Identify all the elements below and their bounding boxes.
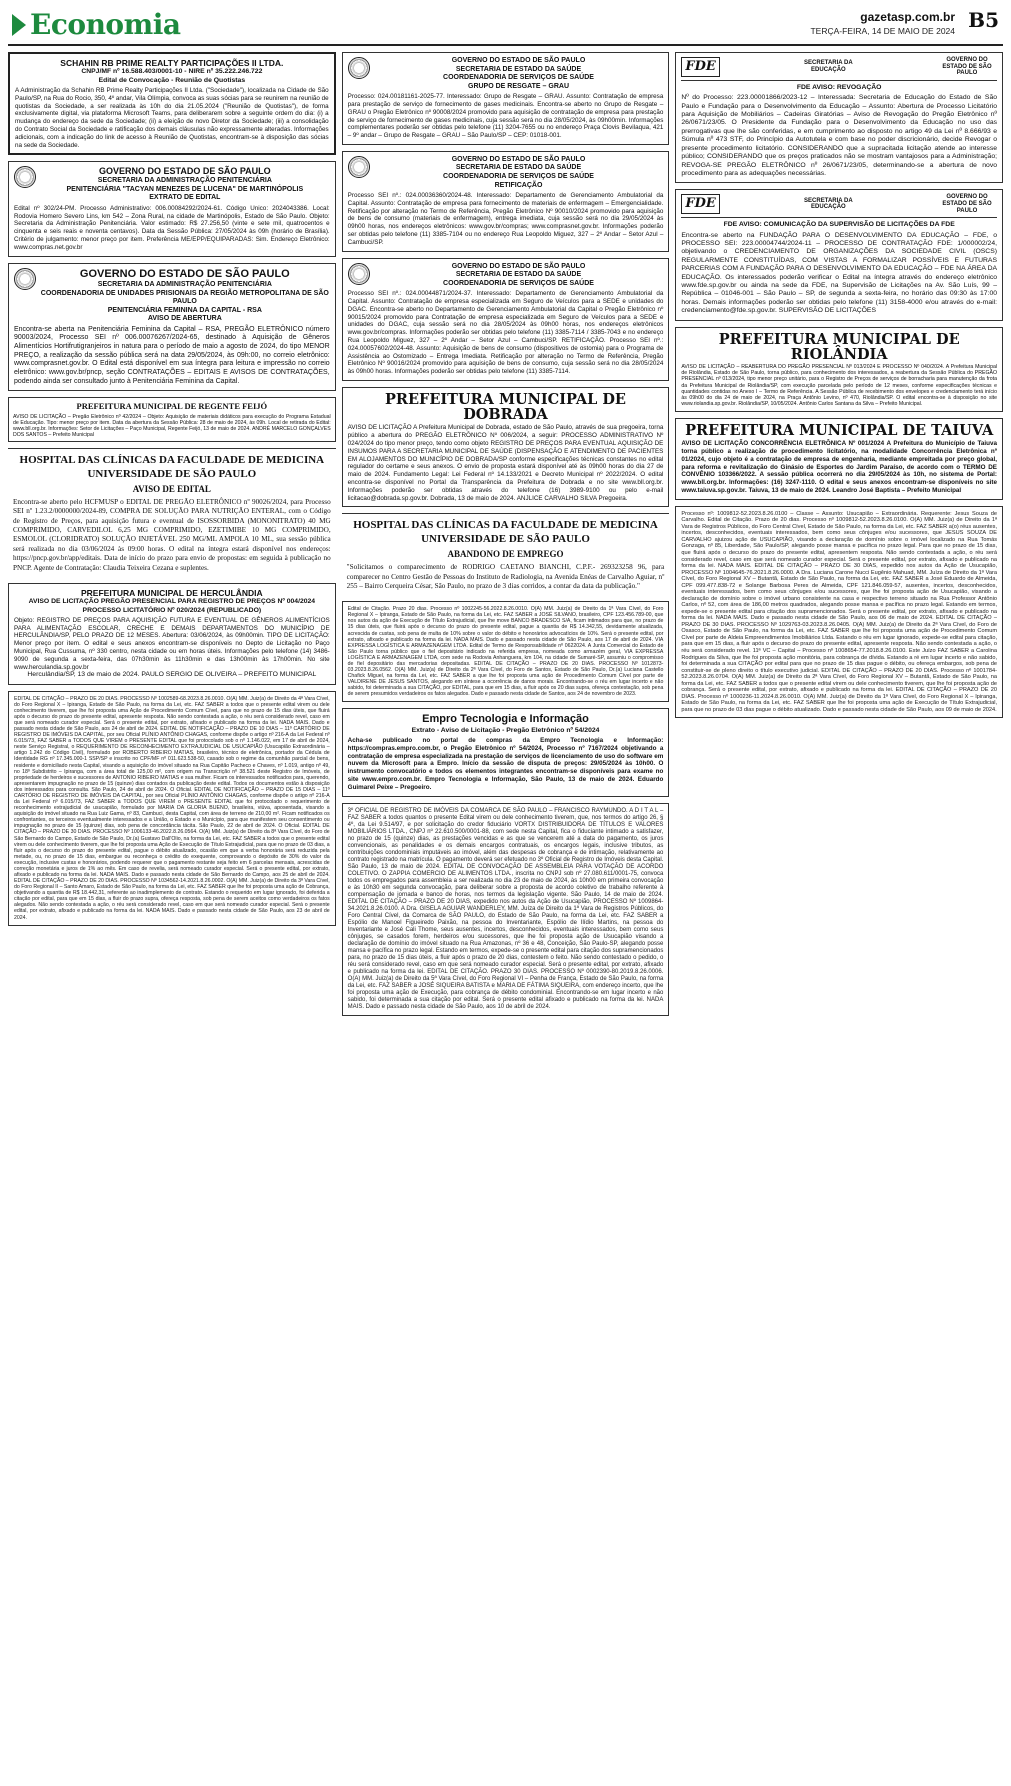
- notice-hc-edital: [8, 448, 336, 577]
- notice-body: AVISO DE LICITAÇÃO – Pregão Eletrônico nº 42/2024 – Objeto: Aquisição de materiais didáticos para execução do Programa Estadual de Educação. Tipo: menor preço por item. Data da abertura da Sessão Pública: 28 de maio de 2024, às 09h. Local de retirada do Edital: www.bll.org.br. Informações: Setor de Licitações – Paço Municipal, Regente Feijó, 13 de maio de 2024. ANDRÉ MARCELO GONÇALVES DOS SANTOS – Prefeito Municipal: [13, 413, 331, 439]
- notice-subtitle: AVISO DE EDITAL: [132, 484, 211, 495]
- header-line-1: GOVERNO DO ESTADO DE SÃO PAULO: [79, 267, 290, 280]
- notice-body: AVISO DE LICITAÇÃO A Prefeitura Municipal de Dobrada, estado de São Paulo, através de sua pregoeira, torna público a abertura do PREGÃO ELETRÔNICO Nº 006/2024, a seguir: PROCESSO ADMINISTRATIVO Nº 024/2024 do tipo menor preço, tendo como objeto REGISTRO DE PREÇOS PARA EVENTUAL AQUISIÇÃO DE INSUMOS PARA A SECRETARIA MUNICIPAL DE SAÚDE (DISPENSAÇÃO E ATENDIMENTO DE PACIENTES EM ALOJAMENTOS DO MUNICÍPIO DE DOBRADA/SP conforme especificações técnicas constantes no edital regulador do certame e seus anexos. O envio de proposta estará disponível até às 09h00 horas do dia 27 de maio de 2024. Fundamento Legal: Lei Federal nº 14.133/2021 e Decreto Municipal nº 2022/2024. O edital encontra-se disponível no Portal da Transparência da Prefeitura de Dobrada e no site www.bll.org.br. Informações poderão ser obtidas através do telefone (16) 3989-9100 ou pelo e-mail licitacao@dobrada.sp.gov.br. Dobrada, 13 de maio de 2024. ANJLICE CARVALHO SILVA Pregoeira.: [347, 424, 664, 502]
- notice-title: PREFEITURA MUNICIPAL DE TAIUVA: [685, 422, 994, 440]
- notice-body: "Solicitamos o comparecimento de RODRIGO CAETANO BIANCHI, C.P.F.- 269323258 96, para comparecer no Centro Gestão de Pessoas do Instituto de Radiologia, na Avenida Enéas de Carvalho Aguiar, nº 255 – Bairro Cerqueira César, São Paulo, no prazo de 3 dias corridos, a contar da data da publicação.": [346, 563, 665, 590]
- notice-empro: [342, 708, 670, 796]
- section-title: [12, 8, 181, 42]
- notice-body: AVISO DE LICITAÇÃO CONCORRÊNCIA ELETRÔNICA Nº 001/2024 A Prefeitura do Município de Taiuva torna público a realização de procedimento licitatório, na modalidade Concorrência Eletrônica nº 01/2024, cujo objeto é a contratação de empresa de engenharia, mediante empreitada por preço global, para reforma e revitalização do Ginásio de Esportes do Jardim Paraíso, de acordo com o TERMO DE CONVÊNIO 103366/2022. A sessão pública ocorrerá no dia 29/05/2024 às 10h, no sistema de Portal: www.bll.org.br. Informações: (16) 3247-1110. O edital e seus anexos encontram-se disponíveis no site www.taiuva.sp.gov.br. Taiuva, 13 de maio de 2024. Leandro José Baptista – Prefeito Municipal: [681, 440, 998, 495]
- notice-body: Processo SEI nº.: 024.00036360/2024-48. Interessado: Departamento de Gerenciamento Ambulatorial da Capital. Assunto: Contratação de empresa para fornecimento de materiais de enfermagem – Emergencialidade. Retificação por alteração no Termo de Referência, Pregão Eletrônico Nº 90010/2024 promovido para aquisição de bens de consumo (materiais de enfermagem), entrega imediata, cuja sessão será no dia 29/05/2024 às 09h00 horas, nos endereços eletrônicos: www.gov.br/compras; www.comprasnet.gov.br. Informações poderão ser obtidas pelo telefone (11) 3385-7104 ou no endereço Rua Leopoldo Miguez, 327 – 2º Andar – Setor Azul – Cambuci/SP.: [347, 192, 664, 246]
- header-text: [374, 57, 664, 91]
- notice-body: Nº do Processo: 223.00001866/2023-12 – Interessada: Secretaria de Educação do Estado de São Paulo e Fundação para o Desenvolvimento da Educação – Assunto: Abertura de Processo Licitatório para Aquisição de Mobiliários – Cadeiras Giratórias – Aviso de Revogação do Pregão Eletrônico nº 26/0671/23/05. O Presidente da Fundação para o Desenvolvimento da Educação no uso das prerrogativas que lhe são conferidas, e em cumprimento ao disposto no artigo 49 da Lei nº 8.666/93 e Súmula nº 473 STF, do Princípio da Autotutela e com base no poder discricionário, decide Revogar o presente procedimento licitatório. CONSIDERANDO que a supracitada licitação atende ao interesse público; CONSIDERANDO que os preços praticados não se mostram vantajosos para a Administração; REVOGA-SE PREGÃO ELETRÔNICO nº 26/0671/23/05, determinando-se a abertura de novo procedimento para as adequações necessárias.: [681, 94, 998, 177]
- notice-body: Processo: 024.00181161-2025-77. Interessado: Grupo de Resgate – GRAU. Assunto: Contratação de empresa para prestação de serviço de fornecimento de gases medicinais. Encontra-se aberto no Grupo de Resgate – GRAU o Pregão Eletrônico nº 90008/2024 promovido para aquisição de contratação de empresa para prestação de serviço de fornecimento de gases medicinais, cuja sessão será no dia 28/05/2024, às 09h00min. Informações complementares poderão ser obtidas pelo telefone (11) 3204-7655 ou no endereço Praça Clovis Bevilaqua, 421 – 9º andar – Grupo de Resgate – GRAU – São Paulo/SP – CEP: 01018-001.: [347, 93, 664, 140]
- header-line-1: GOVERNO DO ESTADO DE SÃO PAULO: [451, 57, 586, 64]
- header-text: [374, 263, 664, 289]
- notice-body: Encontra-se aberta na Penitenciária Feminina da Capital – RSA, PREGÃO ELETRÔNICO número 90003/2024, Processo SEI nº 006.00076267/2024-65, destinado à Aquisição de Gêneros Alimentícios Hortifrutigranjeiros in natura para o período de maio a agosto de 2024, do tipo MENOR PREÇO, a realização da sessão pública será na data 29/05/2024, às 09h:00, no correio eletrônico: www.comprasnet.gov.br. O Edital está disponível em sua íntegra para leitura e impressão no correio eletrônico: www.gov.br/pncp, seção CONTRATAÇÕES – EDITAIS E AVISOS DE CONTRATAÇÕES, podendo ainda ser consultado junto à Penitenciária Feminina da Capital.: [14, 325, 330, 385]
- fde-logo: FDE: [681, 57, 719, 77]
- header-text: [374, 156, 664, 190]
- header-sec-2: GOVERNO DO ESTADO DE SÃO PAULO: [942, 194, 992, 214]
- notice-header: [14, 268, 330, 324]
- notice-header: [348, 57, 664, 91]
- header-text: [40, 166, 330, 203]
- notice-ids: CNPJ/MF nº 16.588.403/0001-10 - NIRE nº 35.222.246.722: [81, 68, 263, 76]
- notice-header: [348, 263, 664, 289]
- edition-date: TERÇA-FEIRA, 14 DE MAIO DE 2024: [810, 26, 955, 36]
- state-seal-icon: [348, 156, 370, 178]
- header-line-5: AVISO DE ABERTURA: [147, 315, 222, 323]
- masthead: [8, 6, 1003, 46]
- header-line-4: GRUPO DE RESGATE – GRAU: [468, 82, 569, 90]
- notice-title: PREFEITURA MUNICIPAL DE DOBRADA: [385, 390, 626, 424]
- notice-title: Empro Tecnologia e Informação: [422, 713, 589, 726]
- header-line-2: SECRETARIA DE ESTADO DA SAÚDE: [455, 65, 582, 73]
- notice-title: SCHAHIN RB PRIME REALTY PARTICIPAÇÕES II LTDA.: [60, 58, 284, 68]
- notice-title: FDE AVISO: COMUNICAÇÃO DA SUPERVISÃO DE LICITAÇÕES DA FDE: [723, 221, 955, 229]
- fde-logo: FDE: [681, 194, 719, 214]
- notice-header: [14, 166, 330, 203]
- notice-body: Processo nº: 1009812-52.2023.8.26.0100 – Classe – Assunto: Usucapião – Extraordinária. Requerente: Jesus Souza de Carvalho. Edital de Citação. Prazo de 20 dias. Processo nº 1009812-52.2023.8.26.0100. O(A) MM. Juiz(a) de Direito da 1ª Vara de Registros Públicos, do Foro Central Cível, Estado de São Paulo, na forma da Lei, etc. FAZ SABER a(o) réus ausentes, incertos, desconhecidos, eventuais interessados, bem como seus cônjuges e/ou sucessores, que JESUS SOUZA DE CARVALHO ajuizou ação de USUCAPIÃO, visando a declaração de domínio sobre o imóvel localizado na Rua Tomás Gonzaga, nº 85, Liberdade, São Paulo/SP, alegando posse mansa e pacífica no prazo legal. Para que no prazo de 15 dias, que fluirá após o decurso do prazo do presente edital, apresentem resposta. Não sendo contestada a ação, o réu será considerado revel, caso em que será nomeado curador especial. Será o presente edital, por extrato, afixado e publicado na forma da lei. NADA MAIS. EDITAL DE CITAÇÃO – PRAZO DE 30 DIAS, expedido nos autos da Ação de Usucapião, PROCESSO Nº 1004645-76.2021.8.26.0000. A Dra. Luciana Carone Nucci Eugênio Mahuad, MM. Juíza de Direito da 1ª Vara Cível, do Foro Regional XV – Butantã, Estado de São Paulo, na forma da Lei, etc. FAZ SABER a José Eduardo de Almeida, CPF 099.477.838-72 e Solange Barbosa Peres de Almeida, CPF 121.846.059-57, ausentes, incertos, desconhecidos, eventuais interessados, bem como seus cônjuges e/ou sucessores, que lhe foi proposta ação de Usucapião, visando a declaração de domínio sobre o imóvel urbano consistente na casa e respectivo terreno situado na Rua Professor Antônio Carlos, nº 52, com área de 186,00 metros quadrados, alegando posse mansa e pacífica no prazo legal. Estando em termos, expede-se o presente edital para citação dos supramencionados. Será o presente edital, por extrato, afixado e publicado na forma da lei. NADA MAIS. Dado e passado nesta cidade de São Paulo, aos 06 de maio de 2024. EDITAL DE CITAÇÃO – PRAZO DE 30 DIAS. PROCESSO Nº 1029763-03.2023.8.26.0405. O(A) MM. Juiz(a) de Direito da 2ª Vara Cível, do Foro de Osasco, Estado de São Paulo, na forma da Lei, etc. FAZ SABER que lhe foi proposta uma ação de Procedimento Comum Cível por parte de Aldeia Empreendimentos Imobiliários Ltda. Estando o réu em lugar ignorado, expede-se edital para citação, para que em 15 dias, a fluir após o decurso do prazo do presente edital, apresente resposta. Não sendo contestada a ação, o réu será considerado revel. 11ª VC – Capital – Processo nº 1008654-77.2018.8.26.0100. Este Juízo FAZ SABER a Carolina Rodrigues da Silva, que lhe foi proposta ação monitória, para cobrança de dívida. Estando a ré em lugar incerto e não sabido, foi determinada a sua CITAÇÃO por edital para que no prazo de 15 dias pague o débito, ou ofereça embargos, sob pena de constituir-se de pleno direito o título executivo judicial. EDITAL DE CITAÇÃO – PRAZO DE 20 DIAS. Processo nº 1001784-52.2023.8.26.0704. O(A) MM. Juiz(a) de Direito da 2ª Vara Cível, do Foro Regional XV – Butantã, Estado de São Paulo, na forma da Lei, etc. FAZ SABER a todos que o presente edital virem ou dele conhecimento tiverem, que lhe foi proposta ação de cobrança. Será o presente edital, por extrato, afixado e publicado na forma da lei. EDITAL DE CITAÇÃO – PRAZO DE 20 DIAS. Processo nº 1000236-11.2024.8.26.0010. O(A) MM. Juiz(a) de Direito da 1ª Vara Cível, do Foro Regional X – Ipiranga, Estado de São Paulo, na forma da Lei, etc. FAZ SABER que lhe foi proposta uma ação de Execução de Título Extrajudicial, para que no prazo de 03 dias pague o débito atualizado. Dado e passado nesta cidade de São Paulo, aos 09 de maio de 2024.: [681, 510, 998, 713]
- notice-line-3: PROCESSO LICITATÓRIO Nº 020/2024 (REPUBLICADO): [82, 606, 262, 614]
- header-line-1: GOVERNO DO ESTADO DE SÃO PAULO: [451, 262, 586, 270]
- header-line-2: SECRETARIA DE ESTADO DA SAÚDE: [455, 271, 582, 279]
- site-url[interactable]: gazetasp.com.br: [860, 10, 955, 24]
- notice-saude-grau: [342, 52, 670, 145]
- notice-body: Acha-se publicado no portal de compras da Empro Tecnologia e Informação: https://compras.empro.com.br, o Pregão Eletrônico nº 54/2024, Processo nº 7167/2024 objetivando a contratação de empresa especializada na prestação de serviços de licenciamento de uso do software em nuvem da Microsoft para a Empro. Início da sessão de disputa de preços: 29/05/2024 às 10h00. O instrumento convocatório e todos os elementos integrantes encontram-se disponíveis para exame no site www.empro.com.br. Empro Tecnologia e Informação, São Paulo, 13 de maio de 2024. Eduardo Guimarel Peixe – Pregoeiro.: [347, 737, 664, 791]
- page-number: B5: [968, 8, 999, 32]
- notice-title: HOSPITAL DAS CLÍNICAS DA FACULDADE DE MEDICINA UNIVERSIDADE DE SÃO PAULO: [353, 519, 658, 545]
- notice-herculandia: [8, 583, 336, 685]
- column-1: [8, 52, 336, 1777]
- notice-dobrada: [342, 387, 670, 507]
- notice-header: [681, 57, 997, 81]
- notice-header: [681, 194, 997, 218]
- header-line-2: SECRETARIA DE ESTADO DA SAÚDE: [455, 164, 582, 172]
- notice-editais-col3: [675, 506, 1003, 718]
- notice-body: Processo SEI nº.: 024.00044871/2024-37. Interessado: Departamento de Gerenciamento Ambulatorial da Capital. Assunto: Contratação de empresa especializada em Seguro de Veículos para a SEDE e unidades do DGAC. Encontra-se aberto no Departamento de Gerenciamento Ambulatorial da Capital o Pregão Eletrônico nº 90015/2024 promovido para Contratação de empresa especializada em Seguro de Veículos para a SEDE e unidades do DGAC, cuja sessão será no dia 28/05/2024 às 09h00 horas, nos endereços eletrônicos www.gov.br/compras. Informações poderão ser obtidas pelo telefone (11) 3385-7114 / 3385-7043 e no endereço Rua Leopoldo Miguez, 327 – 2º Andar – Setor Azul – Cambuci/SP. RETIFICAÇÃO. Processo SEI nº.: 024.00057602/2024-48. Assunto: Aquisição de bens de consumo (dispositivos de ostomia) para o Programa de Assistência ao Ostomizado – Entrega Imediata. Retificação por alteração no Termo de Referência, Pregão Eletrônico Nº 90016/2024 promovido para aquisição de bens de consumo, cuja sessão será no dia 28/05/2024 às 09h00 horas. Informações poderão ser obtidas pelo telefone (11) 3385-7114.: [347, 290, 664, 376]
- notice-subtitle: ABANDONO DE EMPREGO: [447, 549, 564, 560]
- notice-regente-feijo: [8, 397, 336, 442]
- header-line-3: COORDENADORIA DE UNIDADES PRISIONAIS DA REGIÃO METROPOLITANA DE SÃO PAULO: [40, 289, 329, 306]
- notice-body: EDITAL DE CITAÇÃO – PRAZO DE 20 DIAS. PROCESSO Nº 1002589-68.2023.8.26.0010. O(A) MM. Juiz(a) de Direito da 4ª Vara Cível, do Foro Regional X – Ipiranga, Estado de São Paulo, na forma da Lei, etc. FAZ SABER a todos que o presente edital virem ou dele conhecimento tiverem, que lhe foi proposta uma Ação de Procedimento Comum Cível, para que no prazo de 15 dias úteis, que fluirá após o decurso do prazo do presente edital, apresente resposta. Não sendo contestada a ação, o réu será considerado revel, caso em que será nomeado curador especial. Será o presente edital, por extrato, afixado e publicado na forma da lei. NADA MAIS. Dado e passado nesta cidade de São Paulo, aos 24 de abril de 2024. EDITAL DE NOTIFICAÇÃO – PRAZO DE 10 DIAS – 11º CARTÓRIO DE REGISTRO DE IMÓVEIS DA CAPITAL, por seu Oficial PLÍNIO ANTÔNIO CHAGAS, conforme dispõe o artigo nº 216-A da Lei Federal nº 6.015/73, FAZ SABER a TODOS QUE VIREM o PRESENTE EDITAL que foi protocolado sob o nº 1.146.022, em 17 de abril de 2024, neste Serviço Registral, o REQUERIMENTO DE RECONHECIMENTO EXTRAJUDICIAL DE USUCAPIÃO (Usucapião Extraordinária – artigo 1.242 do Código Civil), formulado por ROBERTO RIBEIRO MATIAS, brasileiro, técnico de eletrônica, portador da Cédula de Identidade RG nº 17.345.000-1 SSP/SP e inscrito no CPF/MF nº 011.623.538-50, casado sob o regime da comunhão parcial de bens, residente e domiciliado nesta Capital, visando a aquisição do imóvel situado na Rua Capitão Pacheco e Chaves, nº 1.019, antigo nº 49, no 18º Subdistrito – Ipiranga, com a área total de 125,00 m², com origem na Transcrição nº 38.521 deste Registro de Imóveis, de propriedade de herdeiros e sucessores de ANTONIO RIBEIRO MATIAS e sua mulher. Ficam os interessados notificados para, querendo, apresentarem impugnação no prazo de 15 (quinze) dias contados da publicação deste edital. Todos os documentos estão à disposição dos interessados para consulta. São Paulo, 24 de abril de 2024. O Oficial. EDITAL DE NOTIFICAÇÃO – PRAZO DE 15 DIAS – 11º CARTÓRIO DE REGISTRO DE IMÓVEIS DA CAPITAL, por seu Oficial PLÍNIO ANTÔNIO CHAGAS, conforme dispõe o artigo nº 216-A da Lei Federal nº 6.015/73, FAZ SABER a TODOS QUE VIREM o PRESENTE EDITAL que foi protocolado o requerimento de reconhecimento extrajudicial de usucapião, formulado por MARIA DA GLORIA BUENO, brasileira, viúva, aposentada, visando a aquisição do imóvel situado na Rua Luiz Gama, nº 83, Cambuci, desta Capital, com área de terreno de 210,00 m². Ficam notificados os confrontantes, os terceiros eventualmente interessados e a União, o Estado e o Município, para que manifestem seu consentimento ou impugnação no prazo de 15 (quinze) dias, sob pena de concordância tácita. São Paulo, 22 de abril de 2024. O Oficial. EDITAL DE CITAÇÃO – PRAZO DE 30 DIAS. PROCESSO Nº 1006133-46.2022.8.26.0564. O(A) MM. Juiz(a) de Direito da 8ª Vara Cível, do Foro de São Bernardo do Campo, Estado de São Paulo, Dr.(a) Gustavo Dall'Olio, na forma da Lei, etc. FAZ SABER a todos que o presente edital virem ou dele conhecimento tiverem, que lhe foi proposta uma Ação de Execução de Título Extrajudicial, para que no prazo de 03 dias, a fluir após o decurso do prazo do presente edital, pague o débito atualizado, ocasião em que a verba honorária será reduzida pela metade, ou, no prazo de 15 dias, embargue ou reconheça o crédito do exequente, comprovando o depósito de 30% do valor da execução, inclusive custas e honorários, podendo requerer que o pagamento restante seja feito em 6 parcelas mensais, acrescidas de correção monetária e juros de 1% ao mês. Em caso de revelia, será nomeado curador especial. Será o presente edital, por extrato, afixado e publicado na forma da lei. NADA MAIS. Dado e passado nesta cidade de São Bernardo do Campo, aos 25 de abril de 2024. EDITAL DE CITAÇÃO – PRAZO DE 20 DIAS. PROCESSO Nº 1034562-14.2021.8.26.0002. O(A) MM. Juiz(a) de Direito da 3ª Vara Cível, do Foro Regional II – Santo Amaro, Estado de São Paulo, na forma da Lei, etc. FAZ SABER que lhe foi proposta uma ação de Cobrança, objetivando a quantia de R$ 18.442,31, referente ao inadimplemento de contrato. Estando o requerido em lugar ignorado, foi deferida a citação por edital, para que em 15 dias, a fluir do prazo supra, ofereça resposta, sob pena de serem aceitos como verdadeiros os fatos alegados. Não sendo contestada a ação, o réu será considerado revel, caso em que será nomeado curador especial. Será o presente edital, por extrato, afixado e publicado na forma da lei. NADA MAIS. Dado e passado nesta cidade de São Paulo, aos 23 de abril de 2024.: [14, 695, 330, 921]
- notice-saude-seguro: [342, 258, 670, 381]
- state-seal-icon: [14, 166, 36, 188]
- state-seal-icon: [348, 57, 370, 79]
- header-line-3: COORDENADORIA DE SERVIÇOS DE SAÚDE: [443, 172, 594, 180]
- notice-hc-abandono: [342, 513, 670, 595]
- notice-signature: Herculândia/SP, 13 de maio de 2024. PAULO SERGIO DE OLIVEIRA – PREFEITO MUNICIPAL: [27, 671, 317, 679]
- header-sec-1: SECRETARIA DA EDUCAÇÃO: [804, 197, 853, 211]
- notice-schahin: [8, 52, 336, 155]
- state-seal-icon: [14, 268, 36, 290]
- column-2: [342, 52, 670, 1777]
- notice-riolandia: [675, 327, 1003, 412]
- section-arrow-icon: [12, 14, 26, 36]
- notice-subtitle: Extrato - Aviso de Licitação - Pregão Eletrônico nº 54/2024: [411, 726, 600, 734]
- notice-editais-col2-b: [342, 803, 670, 1016]
- notice-title: FDE AVISO: REVOGAÇÃO: [796, 83, 882, 91]
- notice-editais-col1: [8, 691, 336, 926]
- header-line-3: COORDENADORIA DE SERVIÇOS DE SAÚDE: [443, 74, 594, 82]
- header-line-2: SECRETARIA DA ADMINISTRAÇÃO PENITENCIÁRIA: [97, 177, 272, 185]
- notice-body: Edital de Citação. Prazo 20 dias. Processo nº 1002245-56.2022.8.26.0010. O(A) MM. Juiz(a) de Direito da 1ª Vara Cível, do Foro Regional X – Ipiranga, Estado de São Paulo, na forma da Lei, etc. FAZ SABER a JOSÉ SILVANO, brasileiro, CPF 123.456.789-00, que nos autos da ação de Execução de Título Extrajudicial, que lhe move BANCO BRADESCO S/A, ficam intimados para que, no prazo de 15 dias úteis, que fluirá após o decurso do prazo do presente edital, pague a quantia de R$ 14.342,55, devidamente atualizada, acrescida de custas, sob pena de multa de 10% sobre o valor do débito e honorários advocatícios de 10%. Será o presente edital, por extrato, afixado e publicado na forma da lei. NADA MAIS. Dado e passado nesta cidade de São Paulo, aos 17 de abril de 2024. VIA EXPRESSA LOGÍSTICA E ARMAZENAGEM LTDA. Edital de Termo de Responsabilidade nº 0622024. A Junta Comercial do Estado de São Paulo torna público que o fiel depositário indicado na referida empresa, nomeada como armazém geral, VIA EXPRESSA LOGÍSTICA E ARMAZENAGEM LTDA, com sede na Rodovia Anhanguera, km 104, na cidade de Sumaré-SP, assumiu o compromisso de fiel depositário das mercadorias depositadas. EDITAL DE CITAÇÃO – PRAZO DE 20 DIAS. PROCESSO Nº 1012873-03.2023.8.26.0562. O(A) MM. Juiz(a) de Direito da 2ª Vara Cível, do Foro de Santos, Estado de São Paulo, Dr.(a) Luciana Castello Chafick Miguel, na forma da Lei, etc. FAZ SABER a que lhe foi proposta uma ação de Procedimento Comum Cível por parte de VALDIRENE DE JESUS SANTOS, alegando em síntese a ocorrência de danos morais. Encontrando-se o réu em lugar incerto e não sabido, foi determinada a sua CITAÇÃO, por EDITAL, para que em 15 dias, a fluir após os 20 dias supra, ofereça contestação, sob pena de serem presumidos verdadeiros os fatos alegados. Dado e passado nesta cidade de Santos, aos 24 de novembro de 2023.: [347, 606, 664, 698]
- header-line-3: COORDENADORIA DE SERVIÇOS DE SAÚDE: [443, 279, 594, 287]
- notice-title: PREFEITURA MUNICIPAL DE REGENTE FEIJÓ: [76, 401, 268, 412]
- header-line-4: EXTRATO DE EDITAL: [149, 194, 221, 202]
- notice-subtitle: Edital de Convocação - Reunião de Quotistas: [98, 76, 246, 84]
- header-line-3: PENITENCIÁRIA "TACYAN MENEZES DE LUCENA" DE MARTINÓPOLIS: [66, 185, 304, 193]
- header-line-1: GOVERNO DO ESTADO DE SÃO PAULO: [98, 166, 271, 177]
- notice-editais-col2: [342, 601, 670, 702]
- notice-fde-credenciamento: [675, 189, 1003, 320]
- notice-taiuva: [675, 418, 1003, 500]
- column-3: [675, 52, 1003, 1777]
- notice-header: [348, 156, 664, 190]
- header-line-1: GOVERNO DO ESTADO DE SÃO PAULO: [451, 155, 586, 163]
- columns: [8, 52, 1003, 1777]
- notice-title: PREFEITURA MUNICIPAL DE RIOLÂNDIA: [718, 330, 960, 363]
- section-name: Economia: [30, 8, 181, 41]
- notice-saude-retificacao: [342, 151, 670, 252]
- notice-body: AVISO DE LICITAÇÃO – REABERTURA DO PREGÃO PRESENCIAL Nº 013/2024 E PROCESSO Nº 040/2024. A Prefeitura Municipal de Riolândia, Estado de São Paulo, torna público, para conhecimento dos interessados, a reabertura da Sessão Pública do PREGÃO PRESENCIAL nº 013/2024, tipo menor preço unitário, para o Registro de Preços de serviços de borracharia para manutenção da frota da Prefeitura Municipal de Riolândia/SP, com execução parcelada pelo período de 12 meses, conforme especificações técnicas e quantidades contidas no Anexo I – Termo de Referência. A Sessão Pública de recebimento dos envelopes e credenciamento terá início às 09h00 do dia 24 de maio de 2024, na Praça Antônio Levino, nº 470, Riolândia/SP. O edital encontra-se à disposição no site www.riolandia.sp.gov.br. Riolândia/SP, 10/05/2024. Antônio Carlos Santana da Silva – Prefeito Municipal.: [681, 364, 998, 407]
- header-sec-2: GOVERNO DO ESTADO DE SÃO PAULO: [942, 57, 992, 77]
- notice-body: Objeto: REGISTRO DE PREÇOS PARA AQUISIÇÃO FUTURA E EVENTUAL DE GÊNEROS ALIMENTÍCIOS PARA ALIMENTAÇÃO ESCOLAR, CRECHE E DEMAIS DEPARTAMENTOS DO MUNICÍPIO DE HERCULÂNDIA/SP, PELO PRAZO DE 12 MESES. Abertura: 03/06/2024, às 09h00min. TIPO DE LICITAÇÃO: Menor preço por item. O edital e seus anexos encontram-se disponíveis no Depto de Licitação no Paço Municipal, Rua Cussuma, nº 330 centro, nesta cidade ou em horas úteis. Informações pelo telefone (14) 3486-9090 de segunda a sexta-feira, das 07h30min às 11h30min e das 13h00min às 17h00min. No site www.herculandia.sp.gov.br: [14, 616, 330, 671]
- notice-fde-revogacao: [675, 52, 1003, 183]
- header-line-4: RETIFICAÇÃO: [494, 181, 543, 189]
- notice-body: Encontra-se aberto na FUNDAÇÃO PARA O DESENVOLVIMENTO DA EDUCAÇÃO – FDE, o PROCESSO SEI: 223.00004744/2024-11 – PROCESSO DE CONTRATAÇÃO FDE: 1/000002/24, objetivando o CREDENCIAMENTO DE ORGANIZAÇÕES DA SOCIEDADE CIVIL (OSCS) REGULARMENTE CONSTITUÍDAS, COM VISTAS A FORMALIZAR POSSÍVEIS E FUTURAS PARCERIAS COM A FUNDAÇÃO PARA O DESENVOLVIMENTO DA EDUCAÇÃO – FDE NA ÁREA DA EDUCAÇÃO. Os interessados poderão verificar o Edital na íntegra através do endereço eletrônico www.fde.sp.gov.br ou ainda na sede da FDE, na Supervisão de Licitações na Av. São Luís, 99 – República – 01046-001 – São Paulo – SP, de segunda a sexta-feira, no horário das 09:30 às 17:00 horas. Demais informações poderão ser obtidas pelo telefone (11) 3158-4000 e/ou através do e-mail: credenciamento@fde.sp.gov.br. SUPERVISÃO DE LICITAÇÕES: [681, 231, 998, 315]
- notice-body: A Administração da Schahin RB Prime Realty Participações II Ltda. ("Sociedade"), localizada na Cidade de São Paulo/SP, na Rua do Rocio, 350, 4º andar, Vila Olímpia, convoca as suas sócias para se reunirem na reunião de quotistas da Sociedade, a ser realizada às 10h do dia 21.05.2024 ("Reunião de Quotistas"), de forma exclusivamente digital, via plataforma Microsoft Teams, para deliberarem sobre a seguinte ordem do dia: (i) a mudança do endereço da sede da Sociedade; (ii) a eleição de novo Diretor da Sociedade; (iii) a consolidação do Contrato Social da Sociedade e ratificação dos demais cláusulas não expressamente alteradas. Informações adicionais, com a indicação do link de acesso à Reunião de Quotistas, encontram-se à disposição das sócias na sede da Sociedade.: [15, 86, 329, 149]
- header-line-4: PENITENCIÁRIA FEMININA DA CAPITAL - RSA: [107, 306, 262, 314]
- header-text: [40, 268, 330, 324]
- header-sec-1: SECRETARIA DA EDUCAÇÃO: [804, 60, 853, 73]
- notice-title: PREFEITURA MUNICIPAL DE HERCULÂNDIA: [81, 587, 263, 598]
- notice-body: Encontra-se aberto pelo HCFMUSP o EDITAL DE PREGÃO ELETRÔNICO nº 90026/2024, para Processo SEI nº 1.23.2/0000000/2024-89, COMPRA DE SOLUÇÃO PARA NUTRIÇÃO ENTERAL, com o Código de Registro de Preços, para aquisição futura e eventual de ISOSSORBIDA (MONONITRATO) 40 MG COMPRIMIDO, CARVEDILOL 6,25 MG COMPRIMIDO, EZETIMIBE 10 MG COMPRIMIDO, ESMOLOL (CLORIDRATO) SOLUÇÃO INJETÁVEL 250 MG/ML AMPOLA 10 ML, sua sessão pública será realizada no dia 03/06/2024 às 09:00 horas. O edital na íntegra estará disponível nos endereços: https://pncp.gov.br/app/editais. Data de início do prazo para envio de propostas: em seguida à publicação no PNCP. Agente de Contratação: Claudia Teixeira Cezana e suplentes.: [13, 498, 331, 572]
- notice-title: HOSPITAL DAS CLÍNICAS DA FACULDADE DE MEDICINA UNIVERSIDADE DE SÃO PAULO: [19, 454, 325, 480]
- notice-body: 3º OFICIAL DE REGISTRO DE IMÓVEIS DA COMARCA DE SÃO PAULO – FRANCISCO RAYMUNDO. A D I T A L – FAZ SABER a todos quantos o presente Edital virem ou dele conhecimento tiverem, que, nos termos do artigo 26, § 4º, da Lei 9.514/97, e por solicitação do credor fiduciário VORTX DISTRIBUIDORA DE TÍTULOS E VALORES MOBILIÁRIOS LTDA., CNPJ nº 22.610.500/0001-88, com sede nesta Capital, fica o fiduciante intimado a satisfazer, no prazo de 15 (quinze) dias, as prestações vencidas e as que se vencerem até a data do pagamento, os juros convencionais, as penalidades e os demais encargos contratuais, os encargos legais, inclusive tributos, as contribuições condominiais imputáveis ao imóvel, além das despesas de cobrança e de intimação, relativamente ao contrato registrado na matrícula. O pagamento deverá ser efetuado no 3º Oficial de Registro de Imóveis desta Capital. São Paulo, 13 de maio de 2024. EDITAL DE CONVOCAÇÃO DE ASSEMBLEIA PARA VOTAÇÃO DE ACORDO COLETIVO. O ZAPPIA COMERCIO DE ALIMENTOS LTDA., inscrita no CNPJ sob nº 27.080.611/0001-75, convoca todos os empregados para assembleia a ser realizada no dia 23 de maio de 2024, às 10h00 em primeira convocação e às 10h30 em segunda convocação, para deliberar sobre a proposta de acordo coletivo de trabalho referente à compensação de jornada e banco de horas, nos termos da legislação vigente. São Paulo, 14 de maio de 2024. EDITAL DE CITAÇÃO – PRAZO DE 20 DIAS, expedido nos autos da Ação de Usucapião, PROCESSO Nº 1009864-34.2021.8.26.0100. A Dra. GISELA AGUIAR WANDERLEY, MM. Juíza de Direito da 1ª Vara de Registros Públicos, do Foro Central Cível, da Comarca de SÃO PAULO, do Estado de São Paulo, na forma da Lei, etc. FAZ SABER a Espólio de Manoel Figueiredo Paixão, na pessoa do Inventariante, Espólio de Ilídio Martins, na pessoa do Inventariante e José Cali Thome, seus ausentes, incertos, desconhecidos, eventuais interessados, bem como seus cônjuges, se casados forem, herdeiros e/ou sucessores, que lhe foi proposta ação de Usucapião visando a declaração de domínio do imóvel situado na Rua Amazonas, nº 36 e 48, Conceição, São Paulo-SP, alegando posse mansa e pacífica no prazo legal. Estando em termos, expede-se o presente edital para citação dos supramencionados para, no prazo de 15 dias úteis, a fluir após o prazo de 20 dias, contestem o feito. Não sendo contestado o pedido, o réu será considerado revel, caso em que será nomeado curador especial. Será o presente edital, por extrato, afixado e publicado na forma da lei. EDITAL DE CITAÇÃO. PRAZO 30 DIAS. PROCESSO Nº 0002390-80.2019.8.26.0006. O(A) MM. Juiz(a) de Direito da 5ª Vara Cível, do Foro Regional VI – Penha de França, Estado de São Paulo, na forma da Lei, etc. FAZ SABER a JOSÉ SIQUEIRA BATISTA e MARIA DE FÁTIMA SIQUEIRA, com endereço incerto, que lhe foi proposta uma ação de Execução, para cobrança de débito condominial. Encontrando-se em lugar incerto e não sabido, foi determinada a sua citação por edital. Será o presente edital afixado e publicado na forma da lei. NADA MAIS. Dado e passado nesta cidade de São Paulo, aos 10 de abril de 2024.: [347, 807, 664, 1011]
- state-seal-icon: [348, 263, 370, 285]
- notice-gov-feminina: [8, 263, 336, 392]
- header-line-2: SECRETARIA DA ADMINISTRAÇÃO PENITENCIÁRIA: [97, 281, 272, 289]
- notice-line-2: AVISO DE LICITAÇÃO PREGÃO PRESENCIAL PARA REGISTRO DE PREÇOS Nº 004/2024: [28, 598, 316, 606]
- notice-body: Edital nº 302/24-PM. Processo Administrativo: 006.00084292/2024-61. Código Unico: 2024043386. Local: Rodovia Homero Severo Lins, km 542 – Zona Rural, na cidade de Martinópolis, Estado de São Paulo. Objeto: Secretaria da Administração Penitenciária. Valor estimado: R$ 27.256,50 (vinte e sete mil, quatrocentos e cinquenta e seis reais e noventa centavos). Data da Sessão Pública: 27/05/2024 às 09h (horário de Brasília). Critério de julgamento: menor preço por item. Preferência ME/EPP/EQUIPARADAS: Sim. Endereço Eletrônico: www.compras.net.gov.br: [14, 204, 330, 251]
- notice-gov-penitenciaria: [8, 161, 336, 256]
